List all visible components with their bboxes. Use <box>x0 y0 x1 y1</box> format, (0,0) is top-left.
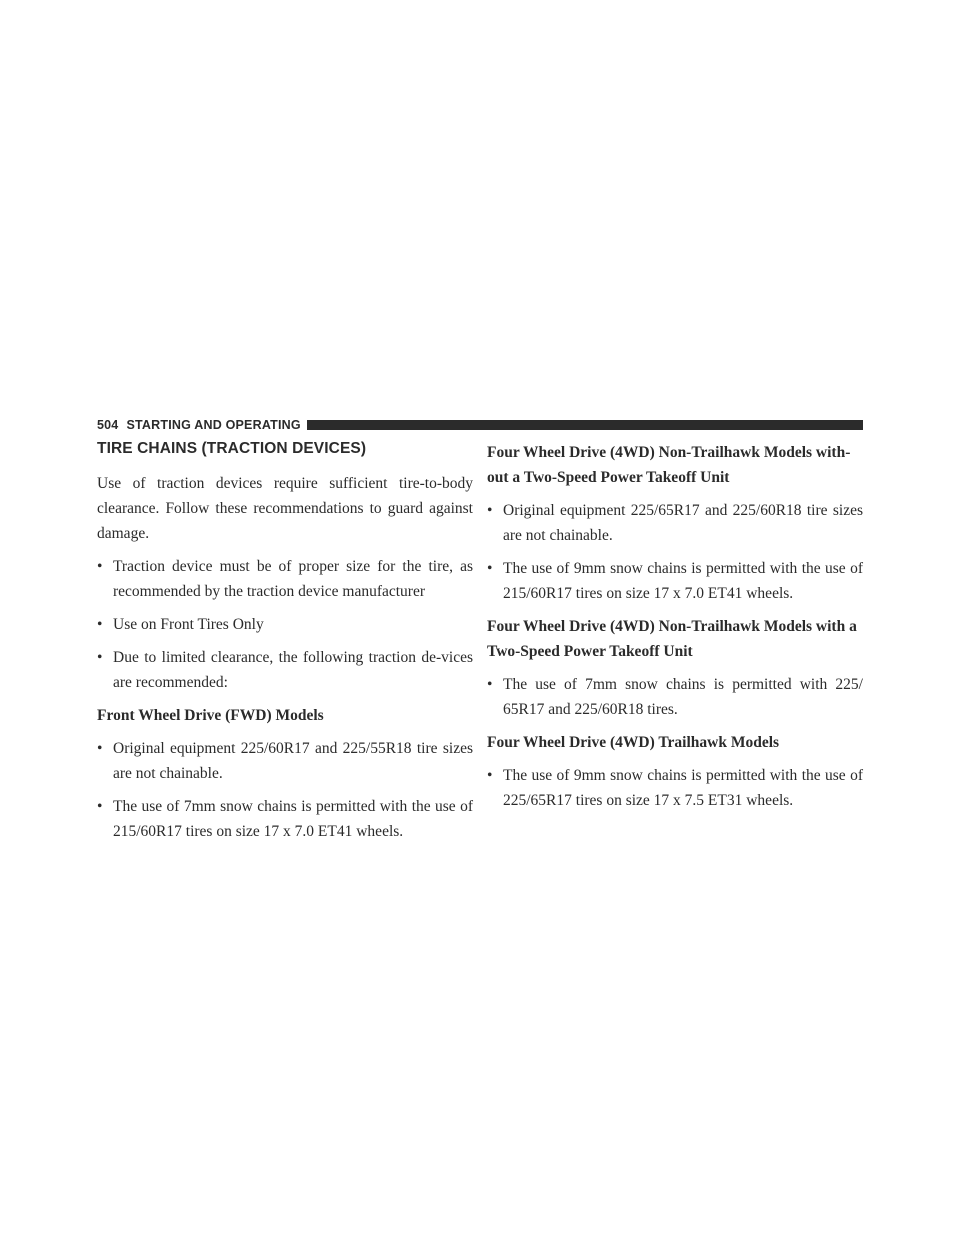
bullet-icon: • <box>97 740 103 757</box>
header-rule <box>307 420 863 430</box>
left-column <box>97 440 473 852</box>
bullet-icon: • <box>97 649 103 666</box>
list-item: • The use of 9mm snow chains is permitted with the use of 225/65R17 tires on size 17 x 7.5 ET31 wheels. <box>487 763 863 813</box>
bullet-icon: • <box>97 616 103 633</box>
4wd-no-ptu-heading: Four Wheel Drive (4WD) Non-Trailhawk Models with-out a Two-Speed Power Takeoff Unit <box>487 444 851 486</box>
list-item: • The use of 7mm snow chains is permitted with 225/ 65R17 and 225/60R18 tires. <box>487 672 863 722</box>
intro-paragraph: Use of traction devices require sufficient tire-to-body clearance. Follow these recommendations to guard against damage. <box>97 475 473 542</box>
fwd-bullet-list <box>97 736 473 844</box>
article-title: TIRE CHAINS (TRACTION DEVICES) <box>97 440 367 457</box>
4wd-trailhawk-bullet-list <box>487 763 863 813</box>
bullet-icon: • <box>487 767 493 784</box>
list-item: • Original equipment 225/65R17 and 225/60R18 tire sizes are not chainable. <box>487 498 863 548</box>
bullet-icon: • <box>97 798 103 815</box>
list-item: • The use of 9mm snow chains is permitted with the use of 215/60R17 tires on size 17 x 7.0 ET41 wheels. <box>487 556 863 606</box>
section-title: STARTING AND OPERATING <box>126 418 301 432</box>
list-item: • Use on Front Tires Only <box>97 612 473 637</box>
list-item: • The use of 7mm snow chains is permitted with the use of 215/60R17 tires on size 17 x 7.0 ET41 wheels. <box>97 794 473 844</box>
list-item: • Traction device must be of proper size for the tire, as recommended by the traction device manufacturer <box>97 554 473 604</box>
4wd-trailhawk-heading: Four Wheel Drive (4WD) Trailhawk Models <box>487 734 780 751</box>
bullet-icon: • <box>487 676 493 693</box>
4wd-no-ptu-bullet-list <box>487 498 863 606</box>
bullet-icon: • <box>487 560 493 577</box>
right-column <box>487 440 863 821</box>
bullet-icon: • <box>97 558 103 575</box>
general-bullet-list <box>97 554 473 695</box>
bullet-icon: • <box>487 502 493 519</box>
list-item: • Due to limited clearance, the following traction de-vices are recommended: <box>97 645 473 695</box>
page-header <box>97 418 863 432</box>
4wd-ptu-heading: Four Wheel Drive (4WD) Non-Trailhawk Models with a Two-Speed Power Takeoff Unit <box>487 618 857 660</box>
fwd-heading: Front Wheel Drive (FWD) Models <box>97 707 324 724</box>
list-item: • Original equipment 225/60R17 and 225/55R18 tire sizes are not chainable. <box>97 736 473 786</box>
4wd-ptu-bullet-list <box>487 672 863 722</box>
page-number: 504 <box>97 418 119 432</box>
